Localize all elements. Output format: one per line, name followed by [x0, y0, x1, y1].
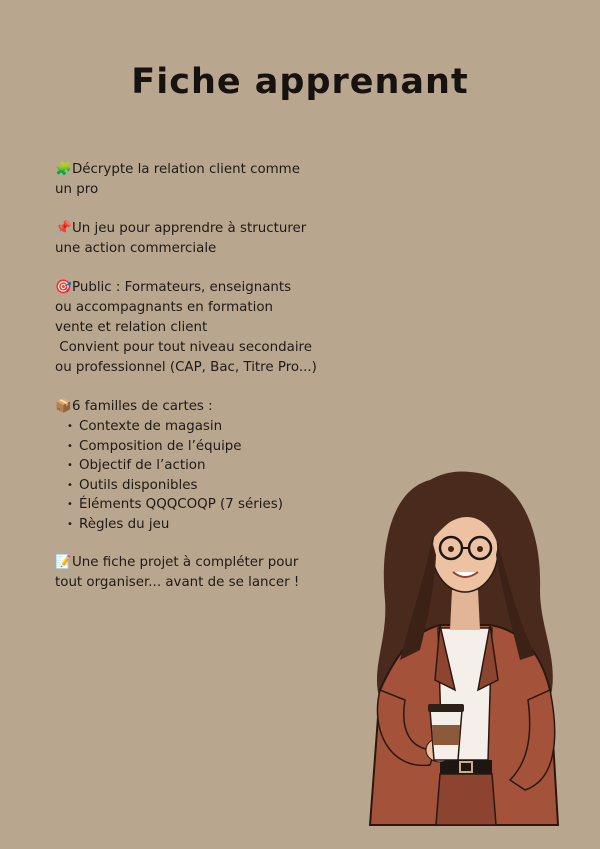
paragraph-game	[55, 219, 325, 259]
list-item: • Outils disponibles	[67, 476, 325, 496]
pushpin-icon: 📌	[55, 221, 72, 236]
paragraph-families	[55, 397, 325, 534]
woman-illustration	[360, 460, 570, 830]
public-line-5: ou professionnel (CAP, Bac, Titre Pro...)	[55, 360, 317, 375]
game-line-2: une action commerciale	[55, 241, 217, 256]
public-line-1: Public : Formateurs, enseignants	[72, 280, 292, 295]
list-item: • Composition de l’équipe	[67, 437, 325, 457]
families-list	[55, 417, 325, 534]
content-body	[55, 160, 325, 612]
box-icon: 📦	[55, 399, 72, 414]
public-line-3: vente et relation client	[55, 320, 208, 335]
decrypt-line-2: un pro	[55, 182, 99, 197]
paragraph-decrypt	[55, 160, 325, 200]
paragraph-public	[55, 278, 345, 378]
list-item: • Objectif de l’action	[67, 456, 325, 476]
paragraph-project	[55, 553, 325, 593]
list-item: • Éléments QQQCOQP (7 séries)	[67, 495, 325, 515]
project-line-1: Une fiche projet à compléter pour	[72, 555, 299, 570]
memo-icon: 📝	[55, 555, 72, 570]
page-title: Fiche apprenant	[131, 62, 469, 102]
decrypt-line-1: Décrypte la relation client comme	[72, 162, 300, 177]
list-item: • Règles du jeu	[67, 515, 325, 535]
project-line-2: tout organiser... avant de se lancer !	[55, 575, 300, 590]
families-heading: 6 familles de cartes :	[72, 399, 213, 414]
public-line-4: Convient pour tout niveau secondaire	[55, 340, 312, 355]
public-line-2: ou accompagnants en formation	[55, 300, 274, 315]
target-icon: 🎯	[55, 280, 72, 295]
list-item: • Contexte de magasin	[67, 417, 325, 437]
game-line-1: Un jeu pour apprendre à structurer	[72, 221, 307, 236]
puzzle-icon: 🧩	[55, 162, 72, 177]
